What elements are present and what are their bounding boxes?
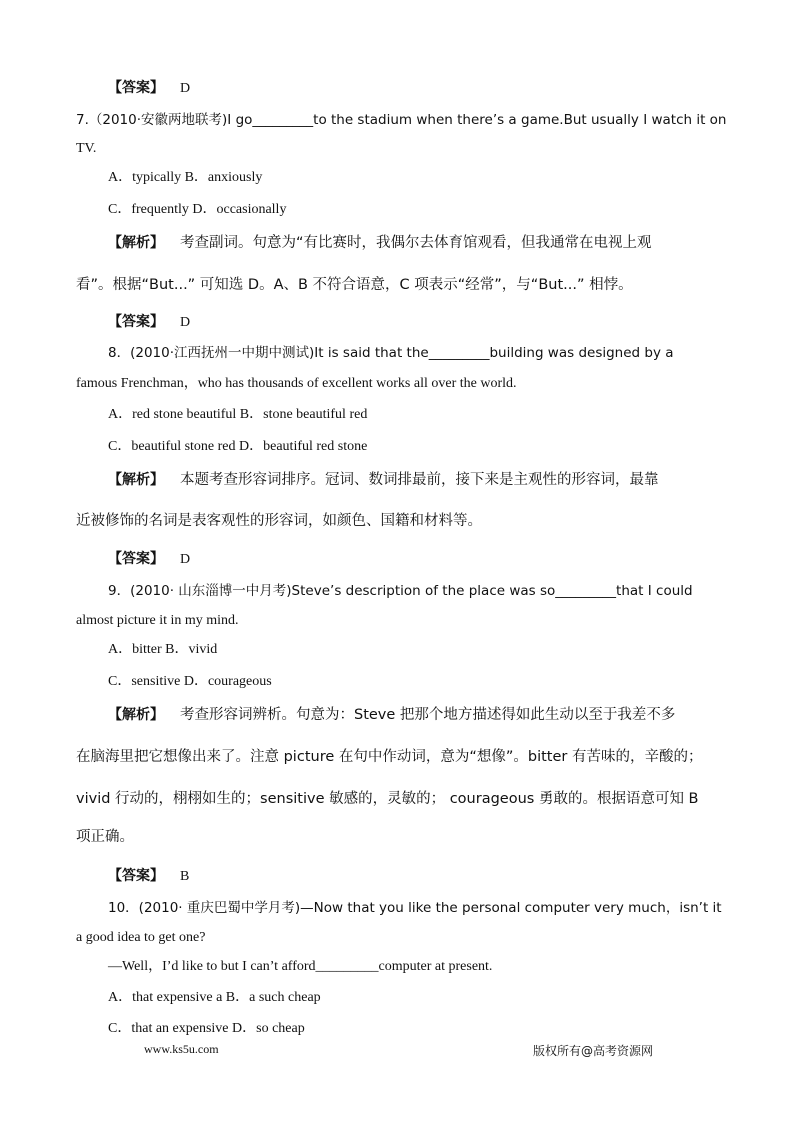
question-stem-cont: a good idea to get one? — [76, 930, 206, 945]
answer-line — [108, 79, 190, 98]
question-stem-cont: famous Frenchman，who has thousands of excellent works all over the world. — [76, 376, 517, 391]
question-options: A．that expensive a B．a such cheap — [108, 990, 321, 1005]
explanation-cont: 看”。根据“But...” 可知选 D。A、B 不符合语意，C 项表示“经常”，与“But...” 相悖。 — [76, 277, 633, 293]
question-stem-cont: almost picture it in my mind. — [76, 613, 239, 628]
question-options: C．that an expensive D．so cheap — [108, 1021, 305, 1036]
answer-line — [108, 550, 190, 569]
answer-line — [108, 867, 189, 886]
explanation-cont: 在脑海里把它想像出来了。注意 picture 在句中作动词，意为“想像”。bitter 有苦味的，辛酸的； — [76, 749, 703, 765]
answer-tag: 【答案】 — [108, 314, 164, 330]
question-options: A．red stone beautiful B．stone beautiful red — [108, 407, 368, 422]
question-stem-cont: —Well，I’d like to but I can’t afford_________computer at present. — [108, 959, 493, 974]
explanation-cont: vivid 行动的，栩栩如生的；sensitive 敏感的，灵敏的； courageous 勇敢的。根据语意可知 B — [76, 791, 699, 807]
answer-tag: 【答案】 — [108, 551, 164, 567]
question-stem: 10．(2010· 重庆巴蜀中学月考)—Now that you like the personal computer very much，isn’t it — [108, 900, 722, 916]
question-stem-cont: TV. — [76, 141, 97, 156]
explanation-line — [108, 234, 652, 252]
question-options: C．frequently D．occasionally — [108, 202, 287, 217]
answer-line — [108, 313, 190, 332]
footer-website: www.ks5u.com — [144, 1042, 219, 1056]
explanation-line — [108, 471, 659, 489]
footer-copyright: 版权所有@高考资源网 — [533, 1044, 654, 1058]
question-stem: 9．(2010· 山东淄博一中月考)Steve’s description of the place was so_________that I could — [108, 583, 693, 599]
answer-value: B — [180, 869, 190, 884]
question-options: C．sensitive D．courageous — [108, 674, 272, 689]
explanation-cont: 项正确。 — [76, 829, 134, 845]
question-options: C．beautiful stone red D．beautiful red stone — [108, 439, 368, 454]
explanation-text: 本题考查形容词排序。冠词、数词排最前，接下来是主观性的形容词，最靠 — [180, 472, 659, 488]
answer-value: D — [180, 315, 191, 330]
explanation-text: 考查副词。句意为“有比赛时，我偶尔去体育馆观看，但我通常在电视上观 — [180, 235, 652, 251]
question-options: A．typically B．anxiously — [108, 170, 263, 185]
explanation-cont: 近被修饰的名词是表客观性的形容词，如颜色、国籍和材料等。 — [76, 513, 482, 529]
explanation-tag: 【解析】 — [108, 707, 164, 723]
question-stem: 7.（2010·安徽两地联考)I go_________to the stadium when there’s a game.But usually I watch it on — [76, 112, 727, 128]
answer-tag: 【答案】 — [108, 868, 164, 884]
answer-value: D — [180, 552, 191, 567]
answer-value: D — [180, 81, 191, 96]
explanation-line — [108, 706, 675, 724]
explanation-tag: 【解析】 — [108, 235, 164, 251]
answer-tag: 【答案】 — [108, 80, 164, 96]
explanation-tag: 【解析】 — [108, 472, 164, 488]
question-stem: 8．(2010·江西抚州一中期中测试)It is said that the_________building was designed by a — [108, 345, 674, 361]
explanation-text: 考查形容词辨析。句意为：Steve 把那个地方描述得如此生动以至于我差不多 — [180, 707, 676, 723]
question-options: A．bitter B．vivid — [108, 642, 218, 657]
